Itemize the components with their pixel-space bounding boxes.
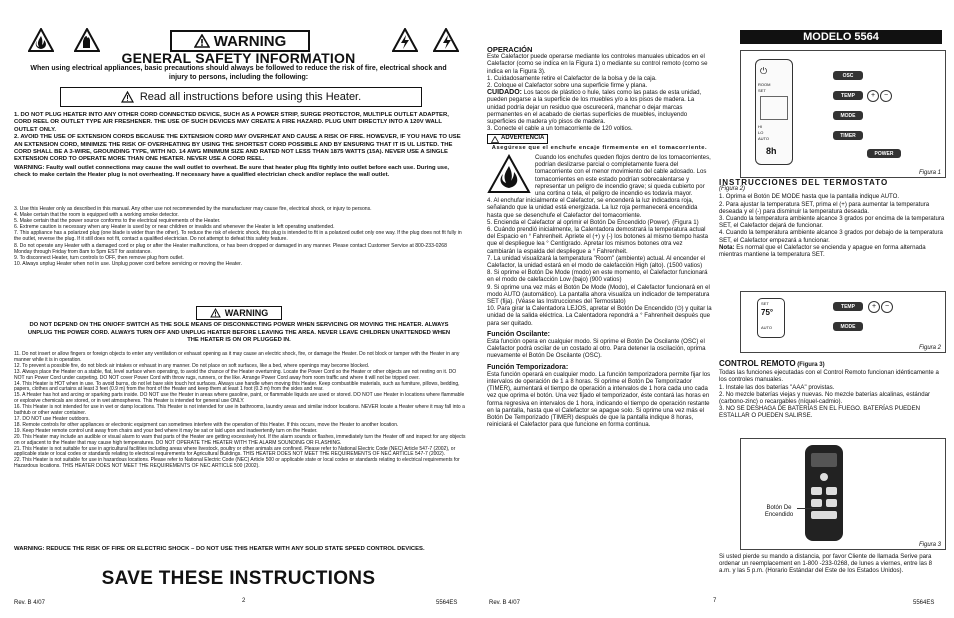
rule-9: 9. To disconnect Heater, turn controls to OFF, then remove plug from outlet. xyxy=(14,254,184,261)
display-set: SET xyxy=(758,88,766,93)
operation-title: OPERACIÓN xyxy=(487,45,533,54)
warning-triangle-icon xyxy=(121,91,134,103)
heater-display xyxy=(755,59,793,165)
temp-down-button[interactable]: − xyxy=(880,90,892,102)
bold-rules xyxy=(14,112,466,180)
closing-text: Si usted pierde su mando a distancia, por favor Cliente de llamada Serive para ordenar un reemplacement en 1-800 -233-0268, de lunes a viernes, entre las 8 a.m. y las 5 p.m. (Horario Estándar del Este de los Estados Unidos). xyxy=(719,553,933,575)
rule-13: 13. Always place the Heater on a stable, flat, level surface when operating, to avoid the chance of the Heater overturning. Locate the Power Cord so the Heater or other objects are not resting on it. DO NOT run Power Cord under carpeting. DO NOT cover Power Cord with throw rugs, runners, or the like. Arrange Power Cord away from room traffic and where it will not be tripped over. xyxy=(14,368,457,381)
rule-18: 18. Remote controls for other appliances or electronic equipment can sometimes interfere with the operation of this Heater. If this occurs, move the Heater to another location. xyxy=(14,421,399,428)
fig2-up-button[interactable]: + xyxy=(868,301,880,313)
remote-title: CONTROL REMOTO xyxy=(719,359,796,368)
wall-outlet-warning: WARNING: Faulty wall outlet connections may cause the wall outlet to overheat. Be sure that heater plug fits tightly into outlet before each use. During use, check to make certain the Heater plug is not overheating. If necessary have a qualified electrician check and/or replace the wall outlet. xyxy=(14,164,449,179)
warning2-title: WARNING xyxy=(224,308,269,318)
op-step-2: 2. Coloque el Calefactor sobre una superficie firme y plana. xyxy=(487,82,648,90)
warning-triangle-icon xyxy=(491,136,499,143)
remote-heading xyxy=(719,360,945,369)
mode-button[interactable]: MODE xyxy=(833,111,863,120)
rule-6: 6. Extreme caution is necessary when any Heater is used by or near children or invalids and whenever the Heater is left operating unattended. xyxy=(14,224,335,231)
temp-button[interactable]: TEMP xyxy=(833,91,863,100)
advertencia-body-row xyxy=(487,154,712,197)
rule-22: 22. This Heater is not suitable for use in hazardous locations. Please refer to National Electric Code (NEC) Article 500 or applicable state or local codes or standards relating to electrical requirements for Hazardous locations. THIS HEATER DOES NOT MEET THE REQUIREMENTS OF NEC ARTICLE 500 (2002). xyxy=(14,457,460,470)
warning-banner-2 xyxy=(196,306,282,320)
advertencia-banner xyxy=(487,134,548,143)
fire-warning-icon xyxy=(487,154,531,194)
display-timer-digit: 8h xyxy=(766,146,777,156)
thermo-step-1: 1. Oprima el Botón DE MODE hasta que la pantalla indique AUTO. xyxy=(719,193,900,201)
display-digits xyxy=(760,96,788,120)
fig2-temp-value: 75° xyxy=(761,308,774,317)
fig2-mode-button[interactable]: MODE xyxy=(833,322,863,331)
figure-1-caption: Figura 1 xyxy=(918,170,941,176)
electric-shock-icon xyxy=(392,28,418,52)
timer-button[interactable]: TIMER xyxy=(833,131,863,140)
footer-revision: Rev. B 4/07 xyxy=(489,600,520,606)
rule-8: 8. Do not operate any Heater with a damaged cord or plug or after the Heater malfunctions, or has been dropped or damaged in any manner. Please contact Customer Service at 800-233-0268 Monday through Friday from 8am to 5pm EST for assistance. xyxy=(14,242,447,255)
advertencia-body: Cuando los enchufes queden flojos dentro de los tomacorrientes, podrían deslizarse parcial o completamente fuera del tomacorriente con el menor movimiento del cable adosado. Los tomacorrientes en este estado podrían sobrecalentarse y representar un peligro de incendio grave; si queda cubierto por una cortina o tela, el peligro de incendio es todavía mayor. xyxy=(535,153,711,197)
thermostat-title: INSTRUCCIONES DEL TERMOSTATO xyxy=(719,178,889,187)
rules-list-a xyxy=(14,206,466,267)
right-page xyxy=(477,0,954,618)
footer-page-number: 7 xyxy=(713,598,717,604)
fire-hazard-icon xyxy=(28,28,54,52)
op-step-7: 7. La unidad visualizará la temperatura "Room" (ambiente) actual. Al encender el Calefactor, la unidad estará en el modo de calefacción High (alto). (1500 vatios) xyxy=(487,254,706,269)
electric-hazard-icon xyxy=(433,28,459,52)
figure-1 xyxy=(740,50,946,178)
temp-up-button[interactable]: + xyxy=(867,90,879,102)
remote-control-icon xyxy=(801,443,847,543)
figure-2-caption: Figura 2 xyxy=(918,345,941,351)
warning-triangle-icon xyxy=(210,308,221,318)
caution-paragraph xyxy=(487,89,712,125)
fig3-power-label: Botón De Encendido xyxy=(764,505,794,518)
thermo-step-3: 3. Cuando la temperatura ambiente alcance 3 grados por encima de la temperatura SET, el Calefactor dejará de funcionar. xyxy=(719,215,945,230)
rule-20: 20. This Heater may include an audible or visual alarm to warn that parts of the Heater are getting excessively hot. If the alarm sounds or flashes, immediately turn the Heater off and inspect for any objects on or adjacent to the Heater that may cause high temperatures. DO NOT OPERATE THE HEATER WITH THE ALARM SOUNDING OR FLASHING. xyxy=(14,433,466,446)
rule-3: 3. Use this Heater only as described in this manual. Any other use not recommended by the manufacturer may cause fire, electrical shock, or injury to persons. xyxy=(14,206,372,212)
read-instructions-box xyxy=(60,87,422,107)
main-title: GENERAL SAFETY INFORMATION xyxy=(121,50,356,66)
rule-5: 5. Make certain that the power source conforms to the electrical requirements of the Heater. xyxy=(14,218,221,225)
oscillation-title: Función Oscilante: xyxy=(487,330,551,338)
thermostat-section xyxy=(719,179,945,258)
rule-21: 21. This Heater is not suitable for use in agricultural facilities including areas where livestock, poultry or other animals are confined. Please refer to National Electric Code (NEC) Article 547-7 (2002), or applicable state or local codes or standards relating to electrical requirements for Agricultural Buildings. THIS HEATER DOES NOT MEET THE REQUIREMENTS OF NEC ARTICLE 547-7 (2002). xyxy=(14,445,456,458)
warning-banner xyxy=(170,30,310,52)
rules-list-b xyxy=(14,352,466,470)
op-step-8: 8. Si oprime el Botón De Mode (modo) en este momento, el Calefactor funcionará en el modo de calefacción Low (bajo) (900 vatios) xyxy=(487,269,708,284)
advertencia-text: Asegúrese que el enchufe encaje firmemente en el tomacorriente. xyxy=(491,144,708,151)
rule-10: 10. Always unplug Heater when not in use. Unplug power cord before servicing or moving the Heater. xyxy=(14,260,242,267)
remote-intro: Todas las funciones ejecutadas con el Control Remoto funcionan idénticamente a los controles manuales. xyxy=(719,369,939,384)
operation-column xyxy=(487,46,712,428)
op-step-6: 6. Cuándo prendió inicialmente, la Calentadora demostrará la temperatura actual del Espacio en ° Fahrenheit. Apriete el (+) y (-) los botones al mismo tiempo hasta que el despliegue lea ° Centígrado. Apretar los mismos botones otra vez cambiarán la espalda del despliegue a ° Fahrenheit. xyxy=(487,225,709,255)
remote-step-1: 1. Instale las dos baterías "AAA" provistas. xyxy=(719,383,835,391)
warning-triangle-icon xyxy=(194,34,210,48)
rule-15: 15. A Heater has hot and arcing or sparking parts inside. DO NOT use the Heater in areas where gasoline, paint, or flammable liquids are used or stored. DO NOT use Heater in locations where flammable or explosive chemicals are stored, or in wet atmospheres. This Heater is intended for general use ONLY. xyxy=(14,392,465,405)
footer-model-code: 5564ES xyxy=(913,600,935,606)
op-step-9: 9. Si oprime una vez más el Botón De Mode (Modo), el Calefactor funcionará en el modo AUTO (automático). La pantalla ahora visualiza un indicador de temperatura SET (fija). (Véase las Instrucciones del Termostato) xyxy=(487,283,710,305)
fig2-set-label: SET xyxy=(761,301,769,306)
rule-19: 19. Keep Heater remote control unit away from chairs and your bed where it may be sat or laid upon and inadvertently turn on the Heater. xyxy=(14,427,318,434)
remote-step-2: 2. No mezcle baterías viejas y nuevas. No mezcle baterías alcalinas, estándar (carbono-zinc) o recargables (níquel-cadmio). xyxy=(719,390,931,406)
advertencia-title: ADVERTENCIA xyxy=(501,135,545,142)
oscillation-text: Esta función opera en cualquier modo. Si oprime el Botón De Oscilante (OSC) el Calefactor podrá oscilar de un costado al otro. Para detener la oscilación, oprima nuevamente el Botón De Oscilante (OSC). xyxy=(487,338,706,360)
caution-label: CUIDADO: xyxy=(487,89,522,97)
fig3-leader-line xyxy=(797,508,821,509)
thermostat-subtitle: (Figura 2) xyxy=(719,186,746,193)
fig2-display xyxy=(757,298,785,338)
remote-subtitle: (Figura 3) xyxy=(797,362,825,368)
footer-page-number: 2 xyxy=(242,598,246,604)
op-step-3: 3. Conecte el cable a un tomacorriente de 120 voltios. xyxy=(487,125,633,133)
intro-text: When using electrical appliances, basic precautions should always be followed to reduce the risk of fire, electrical shock and injury to persons, including the following: xyxy=(30,65,447,81)
timer-text: Esta función operará en cualquier modo. La función temporizadora permite fijar los intervalos de operación de 1 a 8 horas. Si oprime el Botón De Temporizador (TIMER), aumentará el tiempo de operación a intervalos de 1 hora cada uno cada vez que oprima el botón. Una vez fijado el temporizador, éste contará las horas en forma regresiva en intervalos de 1 hora, indicando el tiempo de operación restante en la pantalla, hasta que el Calefactor se apague solo. Si oprime una vez más el Botón De Temporizado (TIMER) después de que la pantalla indique 8 horas, reiniciará el Calefactor para que funcione en forma continua. xyxy=(487,370,711,429)
warning2-text: DO NOT DEPEND ON THE ON/OFF SWITCH AS THE SOLE MEANS OF DISCONNECTING POWER WHEN SERVICING OR MOVING THE HEATER. ALWAYS UNPLUG THE POWER CORD. ALWAYS TURN OFF AND UNPLUG HEATER BEFORE LEAVING THE AREA. NEVER LEAVE CHILDREN UNATTENDED WHEN THE HEATER IS ON OR PLUGGED IN. xyxy=(27,322,451,343)
remote-section xyxy=(719,360,945,420)
save-instructions-title: SAVE THESE INSTRUCTIONS xyxy=(101,568,376,589)
thermo-note-row xyxy=(719,244,945,258)
caution-text: Los tacos de plástico o hule, tales como las patas de esta unidad, pueden pegarse a la superficie de los muebles y/o a los pisos de madera. La unidad podría dejar un residuo que oscurecerá, manchar o dejar marcas permanentes en el acabado de ciertas superficies de muebles, incluyendo superficies de madera y/o pisos de madera. xyxy=(487,89,702,126)
rule-7: 7. This appliance has a polarized plug (one blade is wider than the other). To reduce the risk of electric shock, this plug is intended to fit in a polarized outlet only one way. If the plug does not fit fully in the outlet, reverse the plug. If it still does not fit, contact a qualified electrician. Do not attempt to defeat this safety feature. xyxy=(14,230,462,243)
final-warning: WARNING: REDUCE THE RISK OF FIRE OR ELECTRIC SHOCK – DO NOT USE THIS HEATER WITH ANY SOLID STATE SPEED CONTROL DEVICES. xyxy=(14,546,425,552)
rule-17: 17. DO NOT use Heater outdoors. xyxy=(14,415,90,422)
thermo-note: Es normal que el Calefactor se encienda y apague en forma alternada mientras mantiene la temperatura SET. xyxy=(719,243,926,259)
op-step-5: 5. Encienda el Calefactor al oprimir el Botón De Encendido (Power). (Figura 1) xyxy=(487,218,699,226)
read-instructions-text: Read all instructions before using this Heater. xyxy=(139,91,362,103)
display-auto: AUTO xyxy=(758,136,770,141)
model-banner: MODELO 5564 xyxy=(740,30,942,44)
thermo-step-2: 2. Para ajustar la temperatura SET, prima el (+) para aumentar la temperatura deseada y el (-) para disminuir la temperatura deseada. xyxy=(719,200,930,215)
footer-model-code: 5564ES xyxy=(436,600,458,606)
flammable-icon xyxy=(74,28,100,52)
figure-3-caption: Figura 3 xyxy=(918,542,941,548)
rule-11: 11. Do not insert or allow fingers or foreign objects to enter any ventilation or exhaust opening as it may cause an electric shock, fire, or damage the Heater. Do not block or tamper with the Heater in any manner while it is in operation. xyxy=(14,351,460,363)
osc-button[interactable]: OSC xyxy=(833,71,863,80)
timer-title: Función Temporizadora: xyxy=(487,363,569,371)
fig2-down-button[interactable]: − xyxy=(881,301,893,313)
warning-title: WARNING xyxy=(213,32,287,50)
rule-16: 16. This Heater is not intended for use in wet or damp locations. This Heater is not intended for use in bathrooms, laundry areas and similar indoor locations. NEVER locate a Heater where it may fall into a bathtub or other water container. xyxy=(14,404,465,417)
operation-intro: Este Calefactor puede operarse mediante los controles manuales ubicados en el Calefactor (como se indica en la Figura 1) o mediante su control remoto (como se indica en la Figura 3). xyxy=(487,53,708,75)
display-lo: LO xyxy=(758,130,764,135)
rule-4: 4. Make certain that the room is equipped with a working smoke detector. xyxy=(14,212,179,219)
display-hi: HI xyxy=(758,124,762,129)
display-power-symbol: ⏻ xyxy=(760,66,768,76)
thermo-note-label: Nota: xyxy=(719,243,735,251)
rule-12: 12. To prevent a possible fire, do not block air intakes or exhaust in any manner. Do not place on soft surfaces, like a bed, where openings may become blocked. xyxy=(14,362,370,369)
fig2-auto-label: AUTO xyxy=(761,325,773,330)
power-button[interactable]: POWER xyxy=(867,149,901,158)
op-step-1: 1. Cuidadosamente retire el Calefactor de la bolsa y de la caja. xyxy=(487,74,657,82)
footer-revision: Rev. B 4/07 xyxy=(14,600,45,606)
figure-3 xyxy=(740,438,946,550)
remote-step-3: 3. NO SE DESHAGA DE BATERÍAS EN EL FUEGO. BATERÍAS PUEDEN ESTALLAR O PUEDEN SALIRSE. xyxy=(719,405,921,420)
fig2-temp-button[interactable]: TEMP xyxy=(833,302,863,311)
rule-1: 1. DO NOT PLUG HEATER INTO ANY OTHER CORD CONNECTED DEVICE, SUCH AS A POWER STRIP, SURGE PROTECTOR, MULTIPLE OUTLET ADAPTER, CORD REEL OR OUTLET TYPE AIR FRESHENER. THE USE OF SUCH DEVICES MAY CREATE A FIRE HAZARD. PLUG UNIT DIRECTLY INTO A 120V WALL OUTLET ONLY. xyxy=(14,112,449,133)
thermo-step-4: 4. Cuando la temperatura ambiente alcance 3 grados por debajo de la temperatura SET, el Calefactor empezará a funcionar. xyxy=(719,229,943,244)
rule-2: 2. AVOID THE USE OF EXTENSION CORDS BECAUSE THE EXTENSION CORD MAY OVERHEAT AND CAUSE A RISK OF FIRE. HOWEVER, IF YOU HAVE TO USE AN EXTENSION CORD, MINIMIZE THE RISK OF OVERHEATING BY USING THE SHORTEST CORD POSSIBLE AND BY ENSURING THAT IT IS UL LISTED. THE CORD SHALL BE A 3-WIRE, GROUNDING TYPE, WITH NO. 14 AWG MINIMUM SIZE AND RATED NOT LESS THAN 1875 WATTS (15A). NEVER USE A SINGLE EXTENSION CORD TO OPERATE MORE THAN ONE HEATER. NEVER USE A CORD REEL. xyxy=(14,134,461,163)
rule-14: 14. This Heater is HOT when in use. To avoid burns, do not let bare skin touch hot surfaces. Always use handle when moving this Heater. Keep combustible materials, such as furniture, pillows, bedding, papers, clothes and curtains at least 3 feet (0.9 m) from the front of the Heater and keep them at least 1 foot (0.3 m) from the sides and rear. xyxy=(14,380,460,393)
figure-2 xyxy=(740,291,946,353)
op-step-10: 10. Para girar la Calentadora LEJOS, apretar el Botón De Encendido (⏻) y quitar la unidad de la salida eléctrica. La Calentadora repondrá a ° Fahrenheit después que para ser quitado. xyxy=(487,305,712,327)
op-step-4: 4. Al enchufar inicialmente el Calefactor, se encenderá la luz indicadora roja, señalando que la unidad está energizada. La luz roja permanecerá encendida hasta que se desenchufe el Calefactor del tomacorriente. xyxy=(487,197,698,219)
display-room: ROOM xyxy=(758,82,771,87)
